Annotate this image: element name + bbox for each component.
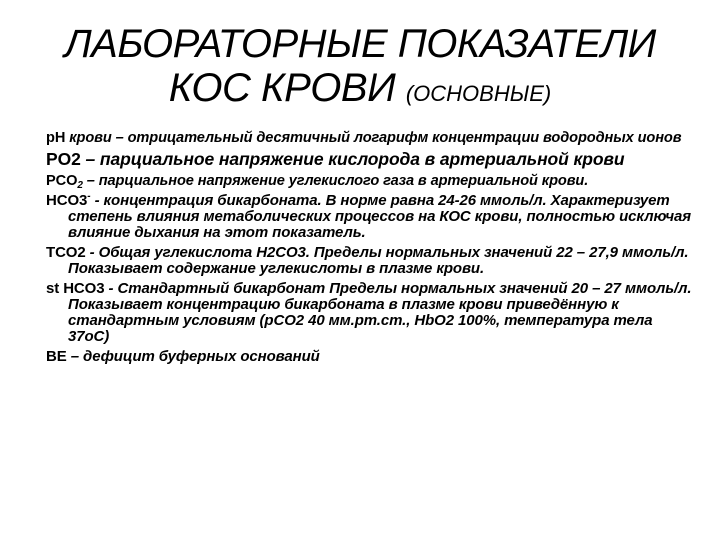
definition-tco2-text: - Общая углекислота H2CO3. Пределы нормальных значений 22 – 27,9 ммоль/л. Показывает содержание углекислоты в плазме крови. bbox=[68, 244, 689, 277]
definition-st-hco3-text: - Стандартный бикарбонат Пределы нормальных значений 20 – 27 ммоль/л. Показывает концентрацию бикарбоната в плазме крови приведённую к стандартным условиям (pCO2 40 мм.рт.ст., HbO2 100%, температура тела 37оС) bbox=[68, 280, 692, 345]
title-line-2 bbox=[0, 66, 720, 116]
definition-ph bbox=[46, 130, 696, 146]
slide-title bbox=[0, 22, 720, 116]
term-pco2: PCO bbox=[46, 173, 78, 189]
definition-hco3 bbox=[46, 193, 696, 241]
term-hco3-superscript: - bbox=[87, 191, 91, 202]
definition-po2-text: – парциальное напряжение кислорода в артериальной крови bbox=[80, 149, 625, 169]
definition-be-text: – дефицит буферных оснований bbox=[66, 348, 320, 365]
term-pco2-subscript: 2 bbox=[77, 180, 83, 191]
definition-pco2-text: – парциальное напряжение углекислого газа в артериальной крови. bbox=[82, 173, 589, 189]
term-ph: pH bbox=[46, 130, 66, 146]
definition-st-hco3 bbox=[46, 281, 696, 345]
definition-hco3-text: - концентрация бикарбоната. В норме равна 24-26 ммоль/л. Характеризует степень влияния метаболических процессов на КОС крови, полностью исключая влияние дыхания на этот показатель. bbox=[68, 192, 692, 241]
term-tco2: TCO2 bbox=[46, 244, 86, 261]
title-line-1: ЛАБОРАТОРНЫЕ ПОКАЗАТЕЛИ bbox=[64, 22, 656, 66]
definitions-list bbox=[46, 130, 696, 369]
definition-pco2 bbox=[46, 173, 696, 189]
term-po2: PO2 bbox=[46, 149, 81, 169]
title-subtitle: (ОСНОВНЫЕ) bbox=[405, 81, 552, 106]
term-st-hco3: st HCO3 bbox=[46, 280, 105, 297]
definition-be bbox=[46, 349, 696, 365]
title-main: КОС КРОВИ bbox=[168, 66, 396, 110]
definition-ph-text: крови – отрицательный десятичный логарифм концентрации водородных ионов bbox=[65, 130, 682, 146]
term-hco3: HCO3 bbox=[46, 192, 88, 209]
definition-tco2 bbox=[46, 245, 696, 277]
term-be: BE bbox=[46, 348, 67, 365]
definition-po2 bbox=[46, 150, 696, 169]
